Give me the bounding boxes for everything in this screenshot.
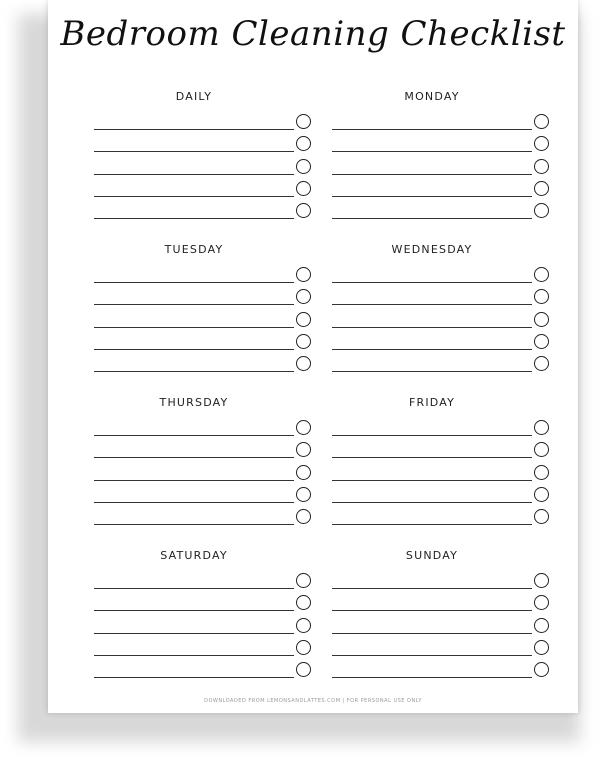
section-title: SATURDAY [160, 549, 228, 562]
checklist-row [332, 328, 549, 350]
checkbox-circle[interactable] [296, 203, 311, 218]
checklist-row [332, 130, 549, 152]
checkbox-circle[interactable] [296, 465, 311, 480]
checkbox-circle[interactable] [534, 289, 549, 304]
checkbox-circle[interactable] [296, 573, 311, 588]
checklist-row [94, 634, 311, 656]
checklist-row [94, 567, 311, 589]
checkbox-circle[interactable] [534, 356, 549, 371]
checklist-row [94, 589, 311, 611]
write-in-line[interactable] [332, 524, 532, 525]
checklist-row [332, 197, 549, 219]
checkbox-circle[interactable] [296, 662, 311, 677]
checklist-row [332, 350, 549, 372]
section-title: TUESDAY [164, 243, 224, 256]
section-title: MONDAY [404, 90, 460, 103]
checkbox-circle[interactable] [534, 618, 549, 633]
checkbox-circle[interactable] [296, 312, 311, 327]
write-in-line[interactable] [94, 371, 294, 372]
section-title: DAILY [175, 90, 213, 103]
checkbox-circle[interactable] [296, 159, 311, 174]
checklist-row [332, 414, 549, 436]
checkbox-circle[interactable] [534, 181, 549, 196]
checklist-row [94, 656, 311, 678]
write-in-line[interactable] [94, 524, 294, 525]
checkbox-circle[interactable] [534, 509, 549, 524]
section-title: SUNDAY [405, 549, 459, 562]
checklist-row [332, 589, 549, 611]
write-in-line[interactable] [332, 677, 532, 678]
checklist-row [94, 261, 311, 283]
section-title: FRIDAY [408, 396, 456, 409]
checklist-row [332, 153, 549, 175]
checklist-row [332, 306, 549, 328]
section-title: THURSDAY [159, 396, 229, 409]
checkbox-circle[interactable] [534, 267, 549, 282]
checkbox-circle[interactable] [296, 442, 311, 457]
checklist-row [94, 414, 311, 436]
page-title: Bedroom Cleaning Checklist [60, 14, 566, 54]
checkbox-circle[interactable] [534, 442, 549, 457]
checkbox-circle[interactable] [296, 420, 311, 435]
checklist-row [332, 436, 549, 458]
checklist-row [94, 612, 311, 634]
checkbox-circle[interactable] [534, 334, 549, 349]
checkbox-circle[interactable] [296, 289, 311, 304]
checkbox-circle[interactable] [296, 487, 311, 502]
checklist-row [332, 656, 549, 678]
checkbox-circle[interactable] [534, 595, 549, 610]
checklist-row [332, 175, 549, 197]
checklist-row [94, 130, 311, 152]
checkbox-circle[interactable] [534, 203, 549, 218]
checklist-row [94, 350, 311, 372]
checklist-row [94, 459, 311, 481]
checkbox-circle[interactable] [534, 487, 549, 502]
checklist-row [332, 567, 549, 589]
write-in-line[interactable] [332, 371, 532, 372]
checklist-row [332, 634, 549, 656]
checklist-row [94, 283, 311, 305]
checklist-row [94, 306, 311, 328]
checkbox-circle[interactable] [296, 136, 311, 151]
write-in-line[interactable] [94, 218, 294, 219]
checklist-row [332, 503, 549, 525]
checklist-row [94, 108, 311, 130]
checkbox-circle[interactable] [534, 420, 549, 435]
checklist-row [94, 153, 311, 175]
checklist-row [94, 481, 311, 503]
checklist-page [48, 0, 578, 713]
checkbox-circle[interactable] [534, 465, 549, 480]
footer-note: DOWNLOADED FROM LEMONSANDLATTES.COM | FOR PERSONAL USE ONLY [204, 698, 422, 704]
checklist-row [332, 612, 549, 634]
section-title: WEDNESDAY [391, 243, 473, 256]
write-in-line[interactable] [94, 677, 294, 678]
checklist-row [332, 261, 549, 283]
checkbox-circle[interactable] [296, 267, 311, 282]
checkbox-circle[interactable] [534, 114, 549, 129]
checklist-row [94, 436, 311, 458]
checkbox-circle[interactable] [534, 312, 549, 327]
checklist-row [332, 108, 549, 130]
checkbox-circle[interactable] [296, 334, 311, 349]
checkbox-circle[interactable] [296, 618, 311, 633]
checklist-row [94, 328, 311, 350]
checklist-row [94, 503, 311, 525]
checklist-row [94, 175, 311, 197]
checkbox-circle[interactable] [534, 159, 549, 174]
checkbox-circle[interactable] [534, 136, 549, 151]
write-in-line[interactable] [332, 218, 532, 219]
checkbox-circle[interactable] [296, 640, 311, 655]
checkbox-circle[interactable] [296, 181, 311, 196]
checklist-row [332, 481, 549, 503]
checklist-row [332, 459, 549, 481]
checkbox-circle[interactable] [534, 640, 549, 655]
checkbox-circle[interactable] [534, 573, 549, 588]
checkbox-circle[interactable] [296, 114, 311, 129]
checklist-row [332, 283, 549, 305]
checklist-row [94, 197, 311, 219]
checkbox-circle[interactable] [534, 662, 549, 677]
checkbox-circle[interactable] [296, 356, 311, 371]
checkbox-circle[interactable] [296, 595, 311, 610]
checkbox-circle[interactable] [296, 509, 311, 524]
